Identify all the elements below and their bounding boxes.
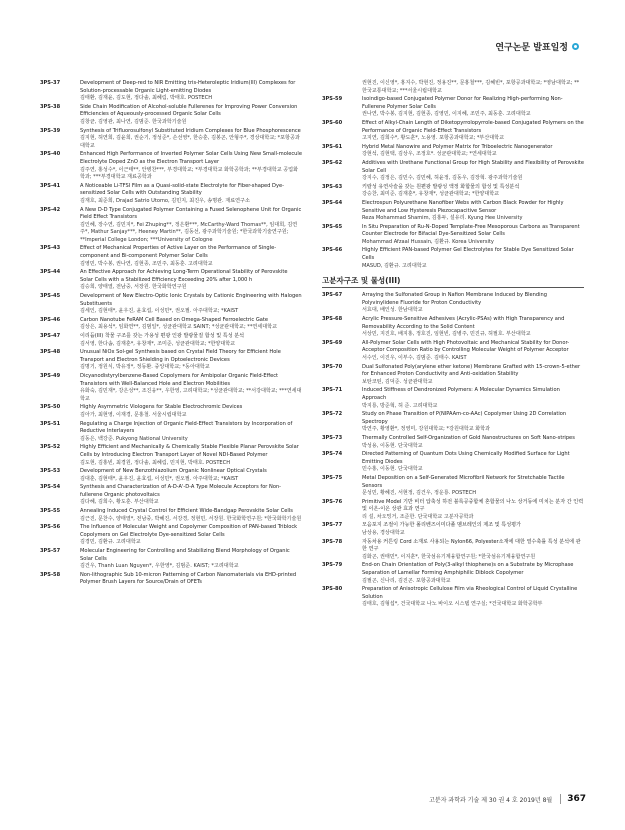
entry-authors: 강지수, 김정은, 김민수, 김민혜, 허윤정, 김동우, 김장혁. 광주과학기술원 [362,175,523,182]
entry-code: 3PS-79 [322,562,343,569]
abstract-entry [40,245,302,268]
entry-body [362,586,584,609]
entry-body [362,411,584,434]
entry-code: 3PS-38 [40,103,61,110]
entry-body [80,269,302,292]
entry-body [362,200,584,223]
abstract-entry [40,444,302,467]
entry-authors: 김창균, 김영관, 최나연, 김범준. 한국과학기술원 [80,118,187,125]
abstract-entry [322,475,584,498]
entry-code: 3PS-49 [40,372,61,379]
entry-code: 3PS-45 [40,293,61,300]
entry-authors: 남상용, 경상대학교 [362,530,405,537]
abstract-entry [40,524,302,547]
entry-authors: Reza Mohammad Shamim, 김홍두, 설유리. Kyung Hee University [362,215,523,222]
entry-code: 3PS-41 [40,182,61,189]
entry-body [80,524,302,547]
entry-authors: 김다혜, 김희수, 황도훈. 부산대학교 [80,499,159,506]
abstract-entry [322,586,584,609]
entry-code: 3PS-55 [40,508,61,515]
abstract-entry [322,364,584,387]
abstract-entry [322,292,584,315]
entry-authors: 김동은, 백강준. Pukyong National University [80,435,188,442]
entry-body [362,247,584,270]
entry-body [80,317,302,332]
entry-authors: 김필곤, 신나리, 김진곤. 포항공과대학교 [362,577,451,584]
entry-authors: 김세인, 김현태*, 윤우진, 윤효섭, 이성민*, 권오필. 아주대학교; *KAIST [80,308,239,315]
entry-authors: 김태호, 김형섭*, 건국대학교 나노 바이오 시스템 연구실; *건국대학교 화학공학부 [362,601,543,608]
entry-body [80,421,302,444]
abstract-entry [40,421,302,444]
abstract-entry [40,333,302,348]
entry-authors: 김인혜, 장수연, 김민지*, Fei Zhuping**, 정은환***, McCarthy-Ward Thomas**, 임대희, 김연주*, Mathur Sanjay***, Heeney Martin**, 김동선, 광주과학기술원; *한국과학기술연구원; **Imperial College London; ***University of Cologne [80,221,298,243]
entry-code: 3PS-60 [322,119,343,126]
entry-code: 3PS-65 [322,223,343,230]
entry-title: Thermally Controlled Self-Organization of Gold Nanostructures on Soft Nano-stripes [362,434,575,441]
entry-body [362,184,584,199]
abstract-entry [40,468,302,483]
entry-title: Isoindigo-based Conjugated Polymer Donor for Realizing High-performing Non-Fullerene Polymer Solar Cells [362,96,563,110]
entry-title: Synthesis and Characterization of A-D-A'-D-A Type Molecule Acceptors for Non-fullerene Organic photovoltaics [80,484,282,498]
entry-body [80,128,302,151]
entry-title: Preparation of Anisotropic Cellulose Film via Rheological Control of Liquid Crystalline Solution [362,586,578,600]
entry-code: 3PS-57 [40,548,61,555]
entry-title: Regulating a Charge Injection of Organic Field-Effect Transistors by Incorporation of Reductive Interlayers [80,420,293,435]
entry-authors: 서효대, 배인성. 한남대학교 [362,307,423,314]
entry-authors: MASUD, 김환규. 고려대학교 [362,262,427,269]
entry-code: 3PS-53 [40,468,61,475]
entry-code: 3PS-73 [322,434,343,441]
entry-authors: 김주연, 홍성수*, 이근태**, 안병찬***, 부경대학교; *부경대학교 화학공학과; **부경대학교 공업화학과; ***부경대학교 재료공학과 [80,166,299,181]
entry-title: Non-lithographic Sub 10-micron Patterning of Carbon Nanomaterials via EHD-printed Polymer Brush Layers for Source/Drain of OFETs [80,571,297,586]
entry-authors: 문성민, 황혜진, 서현정, 김건우, 정운룡. POSTECH [362,490,477,497]
entry-title: Highly Asymmetric Viologens for Stable Electrochromic Devices [80,404,243,411]
entry-title: Synthesis of Trifluorosulfonyl Substituted Iridium Complexes for Blue Phosphorescence [80,127,301,134]
section-title: 고분자구조 및 물성(III) [322,276,401,286]
entry-authors: 김아가, 최현영, 이재경, 문홍철. 서울시립대학교 [80,411,187,418]
entry-title: Unusual NiOx Sol-gel Synthesis based on Crystal Field Theory for Efficient Hole Transport and Electron Shielding in Optoelectronic Devices [80,349,281,363]
entry-body [362,120,584,143]
entry-body [80,80,302,103]
abstract-entry [322,451,584,474]
entry-code: 3PS-71 [322,387,343,394]
entry-body [362,387,584,410]
page-header [495,40,579,53]
abstract-entry [40,508,302,523]
entry-body [80,468,302,483]
right-entries-bottom [322,292,584,609]
entry-authors: 김대훈, 김현태*, 윤우진, 윤효섭, 이성민*, 권오필. 아주대학교; *KAIST [80,475,239,482]
abstract-entry [322,120,584,143]
entry-authors: 김근진, 문찬수, 양태열*, 전남중, 박혜진, 서강경, 정현민, 서장원. 한국화학연구원; *한국화학기술원 [80,515,302,522]
entry-authors: 권나연, 박수봉, 김지현, 김현종, 김영민, 이지혜, 조민주, 최동훈. 고려대학교 [362,111,531,118]
entry-authors: 박성용, 이동현. 단국대학교 [362,442,423,449]
entry-code: 3PS-80 [322,586,343,593]
entry-body [80,245,302,268]
entry-code: 3PS-77 [322,522,343,529]
entry-code: 3PS-51 [40,420,61,427]
entry-body [362,144,584,159]
abstract-entry [322,411,584,434]
entry-body [362,539,584,562]
entry-code: 3PS-69 [322,339,343,346]
abstract-entry [40,207,302,245]
entry-body [362,160,584,183]
entry-code: 3PS-58 [40,571,61,578]
abstract-entry [40,484,302,507]
entry-authors: Mohammad Afzaal Hussain, 김환규. Korea University [362,238,494,245]
abstract-entry [322,435,584,450]
entry-title: Carbon Nanotube FeRAM Cell Based on Omega-Shaped Ferroelectric Gate [80,316,269,323]
entry-code: 3PS-75 [322,474,343,481]
entry-authors: 김경민, 김환규. 고려대학교 [80,539,141,546]
entry-title: Effect of Mechanical Properties of Active Layer on the Performance of Single-component and Bi-component Polymer Solar Cells [80,245,277,260]
entry-code: 3PS-70 [322,363,343,370]
header-title: 연구논문 발표일정 [495,43,568,53]
abstract-entry [322,144,584,159]
entry-code: 3PS-44 [40,269,61,276]
entry-authors: 김화곤, 권태민*, 이지훈*, 한국섬유기계융합연구원; *한국섬유기계융합연구원 [362,553,536,560]
entry-code: 3PS-63 [322,183,343,190]
entry-authors: 권현진, 이신영*, 홍지수, 박현진, 정용진**, 문홍철***, 김혜빈*, 포항공과대학교; *영남대학교; **한국교통대학교; ***서울시립대학교 [362,80,580,94]
entry-authors: 리 설, 차오밍거, 조준한. 단국대학교 고분자공학과 [362,513,474,520]
abstract-entry [322,80,584,95]
entry-title: Annealing Induced Crystal Control for Efficient Wide-Bandgap Perovskite Solar Cells [80,508,293,515]
abstract-entry [322,200,584,223]
entry-authors: 김상은, 최용석*, 임화연**, 김범일*, 성균관대학교 SAINT; *성균관대학교; **연세대학교 [80,324,278,331]
abstract-entry [40,317,302,332]
entry-body [362,96,584,119]
entry-body [80,548,302,571]
entry-title: 모음포지 조절이 가능한 폴리벤즈이미다졸 멤브레인의 제조 및 특성평가 [362,522,521,529]
circle-icon [572,43,579,50]
entry-title: Directed Patterning of Quantum Dots Using Chemically Modified Surface for Light Emitting Diodes [362,451,570,465]
entry-code: 3PS-78 [322,538,343,545]
entry-code: 3PS-54 [40,484,61,491]
entry-code: 3PS-67 [322,292,343,299]
entry-body [80,572,302,587]
entry-body [80,333,302,348]
entry-title: Enhanced High Performance of Inverted Polymer Solar Cells Using New Small-molecule Electrolyte Doped ZnO as the Electron Transport Layer [80,151,302,165]
entry-title: 이리듐(III) 착물 구조를 갖는 가용성 편광 인광 발광물질 합성 및 특성 분석 [80,333,245,339]
entry-authors: 유화숙, 김민재*, 강은성**, 조진웅**, 우한영, 고려대학교; *성균관대학교; **서강대학교; ***연세대학교 [80,388,302,402]
entry-title: Effect of Alkyl-Chain Length of Diketopyrrolopyrrole-based Conjugated Polymers on the Performance of Organic Field-Effect Transistors [362,119,584,134]
entry-title: Additives with Urethane Functional Group for High Stability and Flexibility of Perovskite Solar Cell [362,159,585,174]
entry-body [80,207,302,245]
entry-title: Highly Efficient PAN-based Polymer Gel Electrolytes for Stable Dye Sensitized Solar Cells [362,247,574,262]
entry-authors: 김도현, 김홍빈, 최경원, 정다솔, 최혜림, 민지현, 박태호. POSTECH [80,459,231,466]
entry-body [80,404,302,419]
entry-body [80,444,302,467]
abstract-entry [40,104,302,127]
entry-code: 3PS-42 [40,206,61,213]
entry-body [80,104,302,127]
journal-info: 고분자 과학과 기술 제 30 권 4 호 2019년 8월 [429,796,553,804]
abstract-entry [40,572,302,587]
entry-authors: 김승희, 양태열, 전남중, 서장원. 한국화학연구원 [80,284,187,291]
abstract-entry [40,404,302,419]
entry-title: Primitive Model 기반 비터 압축성 하전 블록공중합체 혼합물의 나노 상거동에 미치는 분자 간 인력 및 이온-이온 상관 효과 연구 [362,498,584,513]
abstract-entry [40,293,302,316]
entry-authors: 김건우, Thanh Luan Nguyen*, 우한영*, 김범준. KAIST; *고려대학교 [80,563,239,570]
entry-code: 3PS-52 [40,444,61,451]
entry-title: Development of Deep-red to NIR Emitting tris-Heteroleptic Iridium(III) Complexes for Solution-processable Organic Light-emitting Diodes [80,80,296,94]
abstract-entry [322,96,584,119]
entry-code: 3PS-59 [322,96,343,103]
entry-body [362,475,584,498]
entry-authors: 박지룡, 방준혁, 허 준. 고려대학교 [362,402,438,409]
entry-code: 3PS-48 [40,349,61,356]
entry-body [362,435,584,450]
abstract-entry [40,151,302,181]
entry-title: 키랄성 유연사슬을 갖는 원편광 발광성 액정 화합물의 합성 및 특성분석 [362,183,520,190]
abstract-entry [322,387,584,410]
entry-code: 3PS-62 [322,159,343,166]
entry-authors: 김지현, 허연희, 김윤희, 권순기, 정성준*, 손선영*, 한승훈, 김봉곤, 안형주*, 경상대학교; *포항공과대학교 [80,135,300,149]
page-footer [40,790,586,808]
abstract-entry [322,160,584,183]
abstract-entry [322,247,584,270]
entry-code: 3PS-66 [322,247,343,254]
abstract-entry [40,269,302,292]
entry-body [80,484,302,507]
entry-authors: 서수인, 이진우, 이부수, 김범준. 김태수. KAIST [362,355,467,361]
entry-code: 3PS-74 [322,451,343,458]
entry-title: All-Polymer Solar Cells with High Photovoltaic and Mechanical Stability for Donor-Acceptor Composition Ratio by Controlling Molecular Weight of Polymer Acceptor [362,339,570,354]
entry-code: 3PS-61 [322,143,343,150]
entry-code: 3PS-50 [40,404,61,411]
entry-code: 3PS-46 [40,316,61,323]
entry-title: An Effective Approach for Achieving Long-Term Operational Stability of Perovskite Solar Cells with a Stabilized Efficiency Exceeding 20% after 1,000 h [80,269,288,283]
entry-title: Acrylic Pressure-Sensitive Adhesives (Acrylic-PSAs) with High Transparency and Removability According to the Solid Content [362,316,565,330]
entry-body [80,349,302,372]
entry-title: Molecular Engineering for Controlling and Stabilizing Blend Morphology of Organic Solar Cells [80,548,290,562]
entry-title: In Situ Preparation of Ru-N-Doped Template-Free Mesoporous Carbons as Transparent Counter Electrode for Bifacial Dye-Sensitized Solar Cells [362,223,580,238]
entry-body [362,522,584,537]
entry-title: The Influence of Molecular Weight and Copolymer Composition of PAN-based Triblock Copolymers on Gel Electrolyte Dye-sensitized Solar Cells [80,524,298,538]
abstract-entry [40,548,302,571]
entry-title: Arraying the Sulfonated Group in Nafion Membrane Induced by Blending Polyvinylidene Fluoride for Proton Conductivity [362,292,547,306]
entry-title: Development of New Electro-Optic Ionic Crystals by Cationic Engineering with Halogen Substituents [80,293,302,307]
abstract-entry [322,340,584,363]
entry-title: A New D-D Type Conjugated Polymer Containing a Fused Selenophene Unit for Organic Field Effect Transistors [80,206,302,221]
abstract-entry [322,562,584,585]
abstract-entry [40,128,302,151]
left-column [40,80,302,588]
entry-code: 3PS-72 [322,411,343,418]
entry-body [362,499,584,522]
section-header [322,276,584,288]
abstract-entry [40,80,302,103]
right-entries-top [322,80,584,270]
entry-title: A Noticeable Li-TFSI Film as a Quasi-solid-state Electrolyte for Fiber-shaped Dye-sensitized Solar Cells with Outstanding Stability [80,182,284,197]
entry-code: 3PS-43 [40,245,61,252]
entry-authors: 강현석, 김현택, 김상우, 조정호*. 성균관대학교; *연세대학교 [362,151,497,158]
entry-authors: 김명기, 정원식, 박유정*, 정동환. 중앙대학교; *동아대학교 [80,364,210,371]
abstract-entry [322,224,584,247]
entry-code: 3PS-64 [322,199,343,206]
entry-title: Electrospun Polyurethane Nanofiber Webs with Carbon Black Powder for Highly Sensitive and Low Hysteresis Piezocapacitive Sensor [362,199,564,214]
abstract-entry [322,184,584,199]
entry-body [362,316,584,339]
entry-body [362,292,584,315]
entry-title: Dicyanodistyrylbenzene-Based Copolymers for Ambipolar Organic Field-Effect Transistors with Well-Balanced Hole and Electron Mobilities [80,372,279,387]
entry-title: Highly Efficient and Mechanically & Chemically Stable Flexible Planar Perovskite Solar Cells by Introducing Electron Transport Layer of Novel NDI-Based Polymer [80,444,299,458]
abstract-entry [322,522,584,537]
entry-authors: 보탄코틴, 김덕준. 성균관대학교 [362,378,433,385]
entry-title: Metal Deposition on a Self-Generated Microfibril Network for Stretchable Tactile Sensors [362,474,565,489]
entry-title: Dual Sulfonated Poly(arylene ether ketone) Membrane Grafted with 15-crown-5-ether for Enhanced Proton Conductivity and Anti-oxidation Stability [362,363,581,378]
entry-authors: 김서영, 한다솜, 김재훈*, 유창재*, 조미준, 성균관대학교; *한양대학교 [80,340,236,347]
entry-code: 3PS-39 [40,127,61,134]
right-column [322,80,584,610]
entry-body [362,224,584,247]
page-number: 367 [560,794,586,804]
entry-code: 3PS-76 [322,498,343,505]
entry-title: Development of New Benzothiazolium Organic Nonlinear Optical Crystals [80,468,267,475]
entry-authors: 서상민, 지진호, 배지홍, 정호진, 임현빈, 김병주, 민진규, 허필호. 부산대학교 [362,331,531,338]
entry-title: 자동차용 커튼링 Cord 소재로 사용되는 Nylon66, Polyester소재에 대한 열수축률 특성 분석에 관한 연구 [362,538,581,553]
entry-authors: 김영민, 박수봉, 권나연, 김현종, 조민주, 최동훈. 고려대학교 [80,260,213,267]
entry-title: Induced Stiffness of Dendronized Polymers: A Molecular Dynamics Simulation Approach [362,387,560,401]
abstract-entry [40,183,302,206]
entry-body [80,508,302,523]
entry-code: 3PS-47 [40,333,61,339]
entry-code [322,80,362,95]
abstract-entry [322,316,584,339]
entry-body [80,293,302,316]
entry-body [80,373,302,403]
abstract-entry [40,373,302,403]
entry-body [362,451,584,474]
entry-title: Hybrid Metal Nanowire and Polymer Matrix for Triboelectric Nanogenerator [362,143,553,150]
entry-code: 3PS-37 [40,80,61,86]
entry-title: Study on Phase Transition of P(NIPAAm-co-AAc) Copolymer Using 2D Correlation Spectropy [362,411,567,425]
entry-code: 3PS-40 [40,151,61,158]
entry-authors: 김재호, 최준희, Drajad Satrio Utomo, 김민지, 최진우, 송명관. 재료연구소 [80,197,250,204]
entry-body [362,364,584,387]
abstract-entry [40,349,302,372]
entry-authors: 박연주, 황영환*, 정영미, 강원대학교; *강원대학교 화학과 [362,426,491,433]
entry-body [80,151,302,181]
abstract-entry [322,539,584,562]
entry-authors: 김태환, 김재윤, 김도현, 정다솔, 최혜림, 박태호. POSTECH [80,95,213,102]
entry-authors: 고지연, 김희수*, 황도훈*, 노용영. 포항공과대학교; *부산대학교 [362,135,505,142]
entry-body [80,183,302,206]
entry-authors: 민수홍, 이동현. 단국대학교 [362,466,423,473]
abstract-entry [322,499,584,522]
entry-body [362,80,584,95]
entry-authors: 강승찬, 최미준, 김재훈*, 유창재*, 성균관대학교; *한양대학교 [362,191,500,198]
entry-body [362,340,584,363]
entry-body [362,562,584,585]
section-divider [322,287,584,288]
entry-title: End-on Chain Orientation of Poly(3-alkyl thiophene)s on a Substrate by Microphase Separation of Lamellar Forming Amphiphilic Diblock Copolymer [362,562,574,577]
entry-title: Side Chain Modification of Alcohol-soluble Fullerenes for Improving Power Conversion Efficiencies of Aqueously-processed Organic Solar Cells [80,103,298,118]
entry-code: 3PS-68 [322,316,343,323]
entry-code: 3PS-56 [40,524,61,531]
